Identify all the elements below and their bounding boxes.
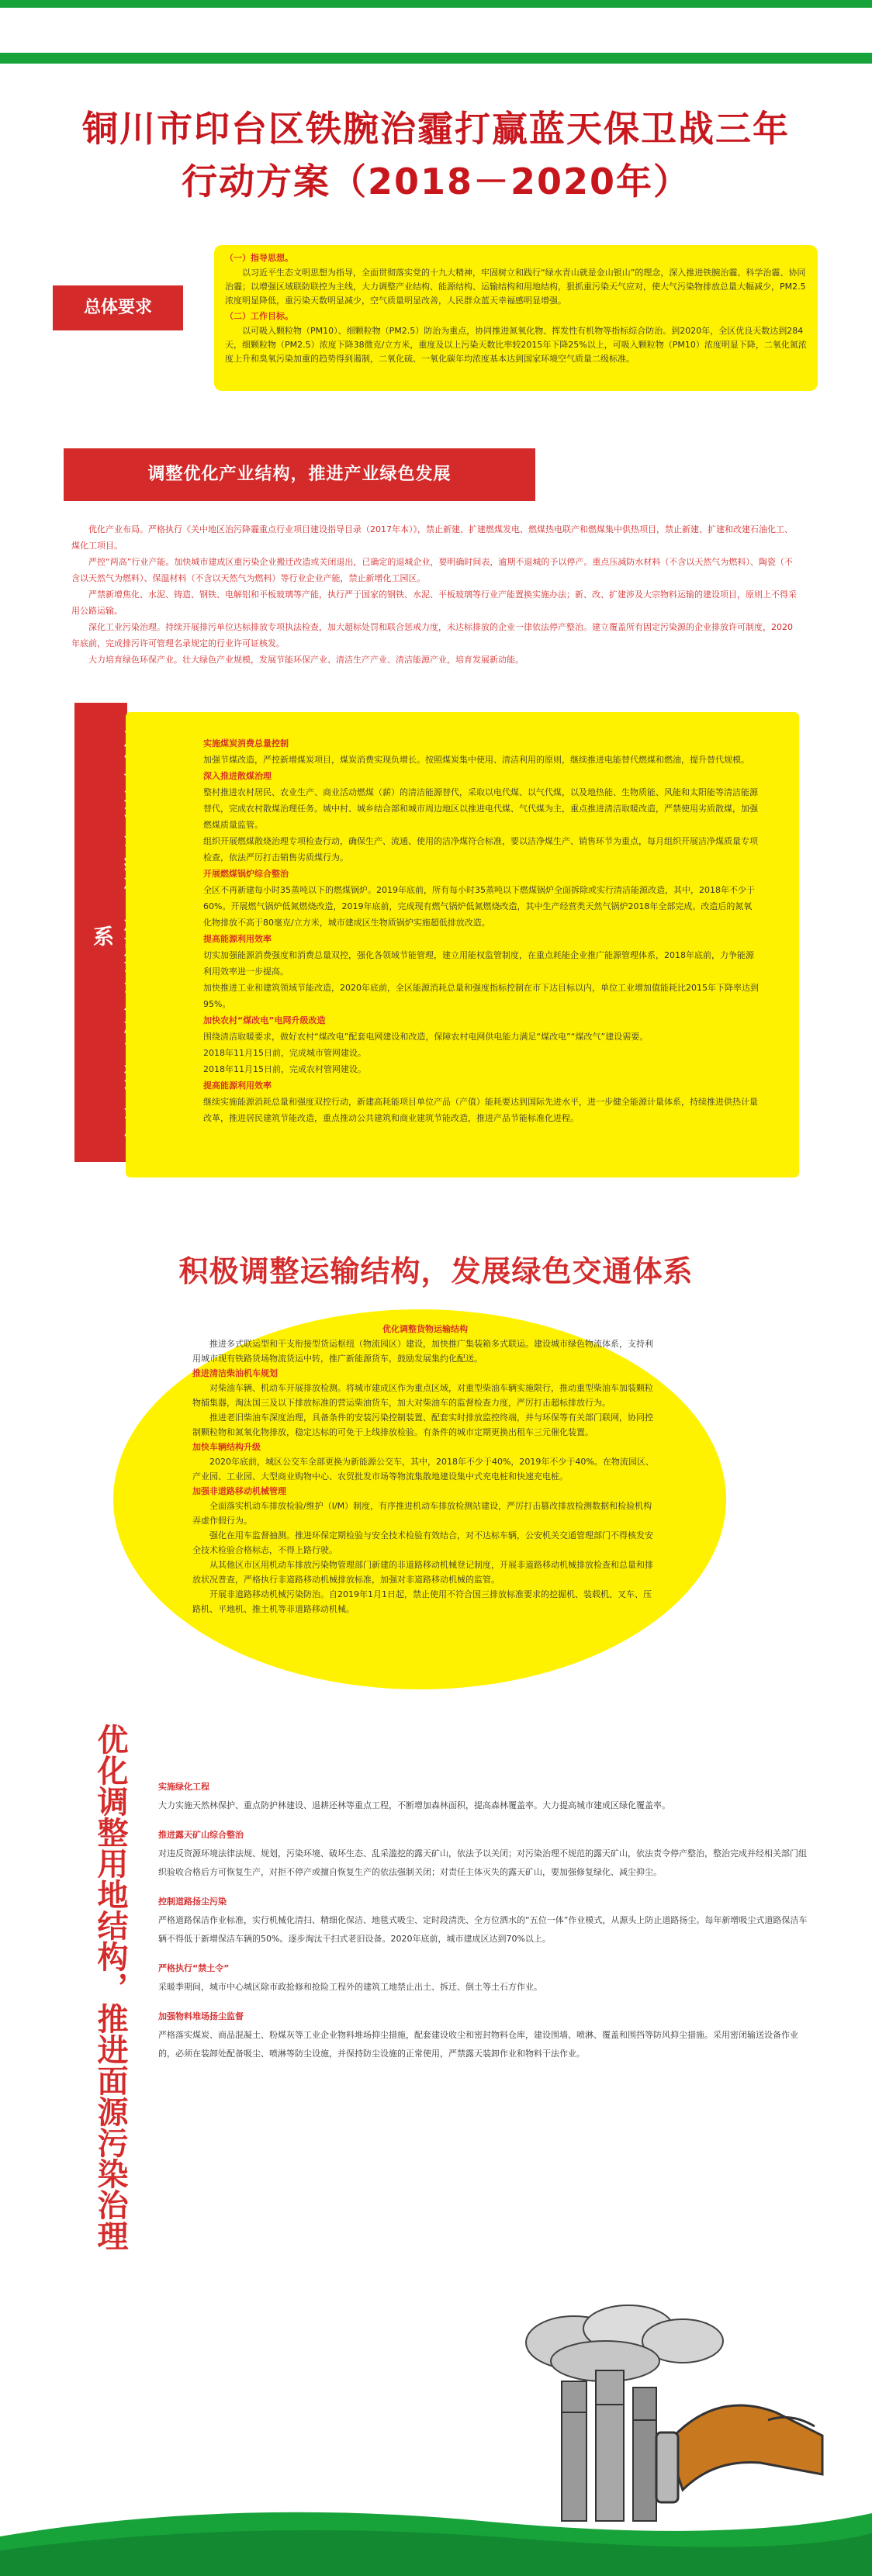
landuse-item-text: 采暖季期间，城市中心城区除市政抢修和抢险工程外的建筑工地禁止出土、拆迁、倒土等土石方作业。 (158, 1982, 542, 1992)
transport-text (192, 1322, 658, 1616)
work-goal-text: 以可吸入颗粒物（PM10）、细颗粒物（PM2.5）防治为重点，协同推进氮氧化物、挥发性有机物等指标综合防治。到2020年，全区优良天数达到284天，细颗粒物（PM2.5）浓度下降38微克/立方米，重度及以上污染天数比率较2015年下降25%以上，可吸入颗粒物（PM10）浓度明显下降，二氧化氮浓度上升和臭氧污染加重的趋势得到遏制，二氧化硫、一氧化碳年均浓度基本达到国家环境空气质量二级标准。 (225, 326, 807, 364)
landuse-item-text: 对违反资源环境法律法规、规划，污染环境、破坏生态、乱采滥挖的露天矿山，依法予以关闭；对污染治理不规范的露天矿山，依法责令停产整治，整治完成并经相关部门组织验收合格后方可恢复生产，对拒不停产或擅自恢复生产的依法强制关闭；对责任主体灭失的露天矿山，要加强修复绿化、减尘抑尘。 (158, 1848, 807, 1877)
transport-item-heading: 加快车辆结构升级 (192, 1442, 261, 1452)
transport-item-heading: 加强非道路移动机械管理 (192, 1486, 286, 1496)
energy-item-heading: 加快农村“煤改电”电网升级改造 (203, 1015, 326, 1025)
guiding-thought-text: 以习近平生态文明思想为指导，全面贯彻落实党的十九大精神，牢固树立和践行“绿水青山就是金山银山”的理念，深入推进铁腕治霾、科学治霾、协同治霾；以增强区域联防联控为主线，大力调整产业结构、能源结构、运输结构和用地结构，狠抓重污染天气应对，使大气污染物排放总量大幅减少，PM2.5浓度明显降低，重污染天数明显减少，空气质量明显改善，人民群众蓝天幸福感明显增强。 (225, 268, 806, 306)
transport-heading: 积极调整运输结构，发展绿色交通体系 (178, 1254, 694, 1288)
energy-item-text: 组织开展燃煤散烧治理专项检查行动，确保生产、流通、使用的洁净煤符合标准，要以洁净煤生产、销售环节为重点，每月组织开展洁净煤质量专项检查，依法严厉打击销售劣质煤行为。 (203, 836, 758, 863)
industrial-para: 深化工业污染治理。持续开展排污单位达标排放专项执法检查，加大超标处罚和联合惩戒力度，未达标排放的企业一律依法停产整治。建立覆盖所有固定污染源的企业排放许可制度，2020年底前，完成排污许可管理名录规定的行业许可证核发。 (71, 622, 793, 648)
transport-item-text: 2020年底前，城区公交车全部更换为新能源公交车，其中，2018年不少于40%，2019年不少于40%。在物流园区、产业园、工业园、大型商业购物中心、农贸批发市场等物流集散地建设集中式充电桩和快速充电桩。 (192, 1457, 654, 1482)
transport-item-text: 从其他区市区用机动车排放污染物管理部门新建的非道路移动机械登记制度，开展非道路移动机械排放检查和总量和排放状况普查，严格执行非道路移动机械排放标准，加强对非道路移动机械的监管。 (192, 1560, 653, 1585)
energy-item-text: 加强节煤改造，严控新增煤炭项目，煤炭消费实现负增长。按照煤炭集中使用、清洁利用的原则，继续推进电能替代燃煤和燃油，提升替代规模。 (203, 755, 749, 765)
energy-item-heading: 实施煤炭消费总量控制 (203, 738, 289, 749)
energy-item-heading: 提高能源利用效率 (203, 1081, 272, 1091)
industrial-para: 大力培育绿色环保产业。壮大绿色产业规模，发展节能环保产业、清洁生产产业、清洁能源产业，培育发展新动能。 (88, 655, 524, 665)
energy-vertical-text: 系 (89, 925, 113, 946)
landuse-text (158, 1778, 810, 2063)
landuse-item-heading: 加强物料堆场扬尘监督 (158, 2011, 244, 2021)
energy-item-text: 2018年11月15日前，完成城市管网建设。 (203, 1048, 366, 1058)
transport-item-heading: 推进清洁柴油机车规划 (192, 1368, 278, 1378)
landuse-item-text: 严格道路保洁作业标准，实行机械化清扫、精细化保洁、地毯式吸尘、定时段清洗、全方位洒水的“五位一体”作业模式，从源头上防止道路扬尘。每年新增吸尘式道路保洁车辆不得低于新增保洁车辆的50%。逐步淘汰干扫式老旧设备。2020年底前，城市建成区达到70%以上。 (158, 1915, 808, 1944)
energy-item-heading: 提高能源利用效率 (203, 934, 272, 944)
landuse-vertical-text: 优化调整用地结构，推进面源污染治理 (92, 1724, 128, 2251)
transport-item-heading: 优化调整货物运输结构 (382, 1324, 468, 1334)
energy-item-text: 2018年11月15日前，完成农村管网建设。 (203, 1064, 366, 1074)
transport-item-text: 开展非道路移动机械污染防治。自2019年1月1日起，禁止使用不符合国三排放标准要求的挖掘机、装载机、叉车、压路机、平地机、推土机等非道路移动机械。 (192, 1589, 652, 1614)
landuse-item-text: 严格落实煤炭、商品混凝土、粉煤灰等工业企业物料堆场抑尘措施，配套建设收尘和密封物料仓库，建设围墙、喷淋、覆盖和围挡等防风抑尘措施。采用密闭输送设备作业的，必须在装卸处配备吸尘、喷淋等防尘设施，并保持防尘设施的正常使用，严禁露天装卸作业和物料干法作业。 (158, 2030, 798, 2059)
landuse-item-text: 大力实施天然林保护、重点防护林建设、退耕还林等重点工程，不断增加森林面积，提高森林覆盖率。大力提高城市建成区绿化覆盖率。 (158, 1800, 670, 1810)
clamp-hand-icon (656, 2405, 822, 2502)
transport-item-text: 推进老旧柴油车深度治理，具备条件的安装污染控制装置、配套实时排放监控终端，并与环保等有关部门联网，协同控制颗粒物和氮氧化物排放，稳定达标的可免于上线排放检验。有条件的城市定期更换出租车三元催化装置。 (192, 1412, 653, 1437)
landuse-item-heading: 控制道路扬尘污染 (158, 1897, 227, 1907)
energy-item-text: 加快推进工业和建筑领域节能改造，2020年底前，全区能源消耗总量和强度指标控制在市下达目标以内，单位工业增加值能耗比2015年下降率达到95%。 (203, 983, 759, 1009)
energy-item-text: 切实加强能源消费强度和消费总量双控，强化各领域节能管理，建立用能权监管制度，在重点耗能企业推广能源管理体系，2018年底前，力争能源利用效率进一步提高。 (203, 950, 754, 977)
industrial-structure-text (71, 521, 801, 668)
transport-item-text: 对柴油车辆、机动车开展排放检测。将城市建成区作为重点区域，对重型柴油车辆实施限行，推动重型柴油车加装颗粒物捕集器，淘汰国三及以下排放标准的营运柴油货车，加大对柴油车的监督检查力度，严厉打击超标排放行为。 (192, 1383, 653, 1408)
energy-item-text: 全区不再新建每小时35蒸吨以下的燃煤锅炉。2019年底前，所有每小时35蒸吨以下燃煤锅炉全面拆除或实行清洁能源改造，其中，2018年不少于60%。开展燃气锅炉低氮燃烧改造，2019年底前，完成现有燃气锅炉低氮燃烧改造，其中生产经营类天然气锅炉2018年全部完成。改造后的氮氧化物排放不高于80毫克/立方米，城市建成区生物质锅炉实施超低排放改造。 (203, 885, 755, 928)
energy-item-text: 继续实施能源消耗总量和强度双控行动，新建高耗能项目单位产品（产值）能耗要达到国际先进水平，进一步健全能源计量体系，持续推进供热计量改革，推进居民建筑节能改造，重点推动公共建筑和商业建筑节能改造，推进产品节能标准化进程。 (203, 1097, 758, 1123)
industrial-para: 严禁新增焦化、水泥、铸造、钢铁、电解铝和平板玻璃等产能，执行严于国家的钢铁、水泥、平板玻璃等行业产能置换实施办法；新、改、扩建涉及大宗物料运输的建设项目，原则上不得采用公路运输。 (71, 590, 797, 616)
page-title-line1: 铜川市印台区铁腕治霾打赢蓝天保卫战三年 (82, 108, 790, 150)
energy-structure-box (126, 712, 799, 1177)
bottom-green-wave (0, 2490, 872, 2576)
transport-item-text: 强化在用车监督抽测。推进环保定期检验与安全技术检验有效结合，对不达标车辆，公安机关交通管理部门不得核发安全技术检验合格标志，不得上路行驶。 (192, 1530, 653, 1555)
landuse-item-heading: 严格执行“禁土令” (158, 1963, 230, 1973)
energy-item-heading: 深入推进散煤治理 (203, 771, 272, 781)
overall-requirements-box (214, 245, 818, 391)
page-title-line2: 行动方案（2018－2020年） (181, 161, 691, 202)
energy-item-text: 围绕清洁取暖要求，做好农村“煤改电”配套电网建设和改造，保障农村电网供电能力满足“煤改电”“煤改气”建设需要。 (203, 1032, 649, 1042)
vertical-label-energy (74, 703, 127, 1162)
transport-item-text: 全面落实机动车排放检验/维护（I/M）制度，有序推进机动车排放检测站建设，严厉打击篡改排放检测数据和检验机构弄虚作假行为。 (192, 1501, 652, 1526)
top-green-stripe-thin (0, 0, 872, 8)
guiding-thought-heading: （一）指导思想。 (225, 253, 293, 263)
work-goal-heading: （二）工作目标。 (225, 311, 293, 321)
transport-item-text: 推进多式联运型和干支衔接型货运枢纽（物流园区）建设，加快推广集装箱多式联运。建设城市绿色物流体系，支持利用城市现有铁路货场物流货运中转，推广新能源货车，鼓励发展集约化配送。 (192, 1339, 653, 1364)
industrial-para: 优化产业布局。严格执行《关中地区治污降霾重点行业项目建设指导目录（2017年本）》，禁止新建、扩建燃煤发电、燃煤热电联产和燃煤集中供热项目，禁止新建、扩建和改建石油化工、煤化工项目。 (71, 524, 793, 551)
top-green-stripe-thick (0, 53, 872, 64)
banner-industrial-structure: 调整优化产业结构，推进产业绿色发展 (64, 448, 535, 501)
energy-item-heading: 开展燃煤锅炉综合整治 (203, 869, 289, 879)
section-label-overall: 总体要求 (53, 285, 183, 330)
industrial-para: 严控“两高”行业产能。加快城市建成区重污染企业搬迁改造或关闭退出，已确定的退城企业，要明确时间表，逾期不退城的予以停产。重点压减防水材料（不含以天然气为燃料）、陶瓷（不含以天然气为燃料）、保温材料（不含以天然气为燃料）等行业企业产能，禁止新增化工园区。 (71, 557, 793, 583)
landuse-item-heading: 实施绿化工程 (158, 1782, 209, 1792)
energy-item-text: 整村推进农村居民、农业生产、商业活动燃煤（薪）的清洁能源替代，采取以电代煤、以气代煤，以及地热能、生物质能、风能和太阳能等清洁能源替代，完成农村散煤治理任务。城中村、城乡结合部和城市周边地区以推进电代煤、气代煤为主，重点推进清洁取暖改造，严禁使用劣质散煤，加强燃煤质量监管。 (203, 787, 758, 830)
landuse-item-heading: 推进露天矿山综合整治 (158, 1830, 244, 1840)
